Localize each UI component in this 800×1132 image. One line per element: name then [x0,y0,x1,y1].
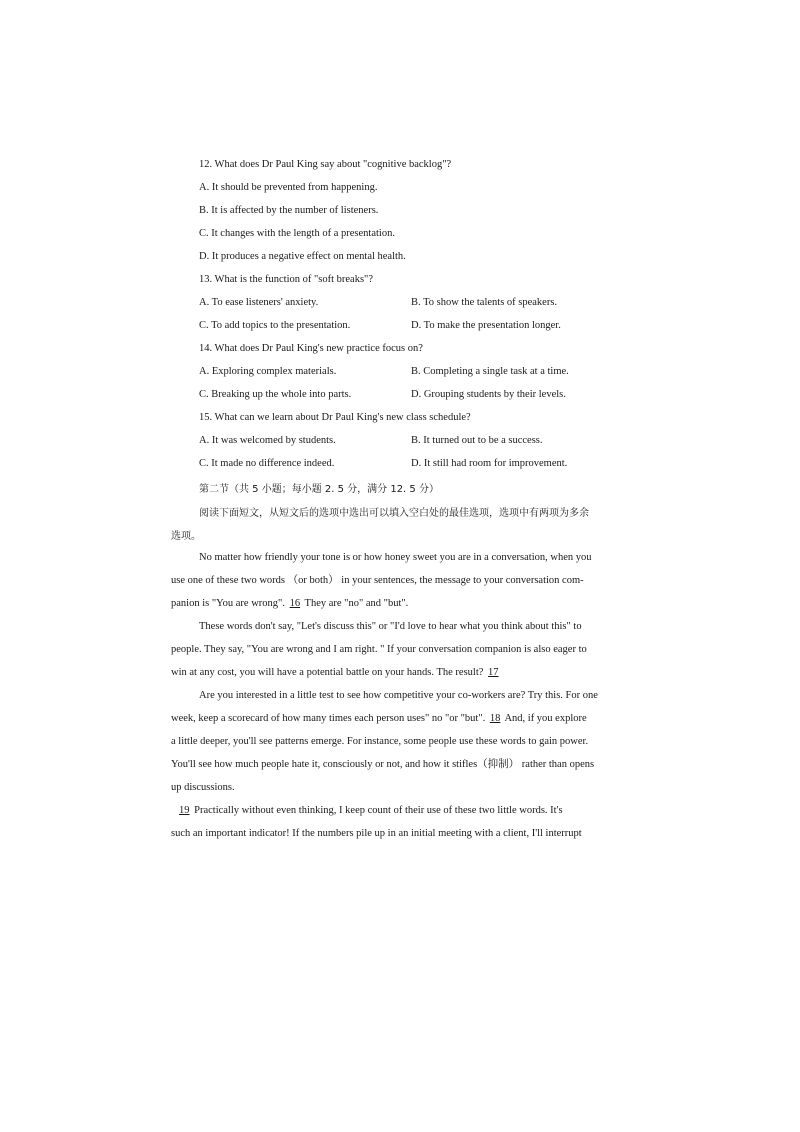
passage-p1-line-3-rest: They are "no" and "but". [304,598,409,609]
blank-19: 19 [179,805,190,816]
question-15-option-b: B. It turned out to be a success. [411,435,543,446]
question-15-option-d: D. It still had room for improvement. [411,458,568,469]
section-2-instruction-line-2: 选项。 [171,531,201,542]
question-13-option-b: B. To show the talents of speakers. [411,297,558,308]
question-12-option-b: B. It is affected by the number of listeners. [199,205,379,216]
question-14-option-b: B. Completing a single task at a time. [411,366,569,377]
passage-paragraph-2 [171,615,627,684]
blank-16: 16 [289,598,301,609]
passage-p1-line-3 [171,592,627,615]
question-15-option-a: A. It was welcomed by students. [199,435,336,446]
passage-p1-line-2: use one of these two words （or both） in your sentences, the message to your conversation com- [171,575,584,586]
passage-p2-line-3-text: win at any cost, you will have a potential battle on your hands. The result? [171,667,484,678]
section-2-heading: 第二节（共 5 小题；每小题 2. 5 分，满分 12. 5 分） [199,484,439,495]
passage-p2-line-2: people. They say, "You are wrong and I am right. " If your conversation companion is also eager to [171,644,587,655]
question-14-option-d: D. Grouping students by their levels. [411,389,566,400]
question-15-stem: 15. What can we learn about Dr Paul King's new class schedule? [199,412,471,423]
question-15-option-c: C. It made no difference indeed. [199,458,335,469]
question-12-option-c: C. It changes with the length of a presentation. [199,228,395,239]
passage-paragraph-3 [171,684,627,799]
passage-p4-line-1 [171,799,627,822]
passage-p4-line-1-text: Practically without even thinking, I keep count of their use of these two little words. It's [194,805,563,816]
passage-p4-line-2: such an important indicator! If the numbers pile up in an initial meeting with a client, I'll interrupt [171,828,582,839]
passage-p3-line-3: a little deeper, you'll see patterns emerge. For instance, some people use these words to gain power. [171,736,589,747]
question-13-option-c: C. To add topics to the presentation. [199,320,351,331]
passage-p3-line-4: You'll see how much people hate it, consciously or not, and how it stifles（抑制） rather than opens [171,759,595,770]
passage-p2-line-1: These words don't say, "Let's discuss this" or "I'd love to hear what you think about this" to [199,621,582,632]
passage-p3-line-1: Are you interested in a little test to see how competitive your co-workers are? Try this. For one [199,690,598,701]
passage-p1-line-3-text: panion is "You are wrong". [171,598,285,609]
passage-p1-line-1: No matter how friendly your tone is or how honey sweet you are in a conversation, when you [199,552,592,563]
question-13-option-d: D. To make the presentation longer. [411,320,561,331]
blank-18: 18 [489,713,501,724]
passage-p3-line-2-rest: And, if you explore [504,713,587,724]
question-12-option-d: D. It produces a negative effect on mental health. [199,251,406,262]
question-14-option-a: A. Exploring complex materials. [199,366,337,377]
question-14-option-c: C. Breaking up the whole into parts. [199,389,352,400]
passage-paragraph-1 [171,546,627,615]
passage-paragraph-4 [171,799,627,845]
blank-17: 17 [488,667,499,678]
passage-p2-line-3 [171,661,627,684]
section-2-instruction-line-1: 阅读下面短文，从短文后的选项中选出可以填入空白处的最佳选项，选项中有两项为多余 [199,508,589,519]
question-12-option-a: A. It should be prevented from happening. [199,182,378,193]
question-12-stem: 12. What does Dr Paul King say about "cognitive backlog"? [199,159,452,170]
passage-p3-line-2 [171,707,627,730]
passage-p3-line-5: up discussions. [171,782,235,793]
question-13-stem: 13. What is the function of "soft breaks"? [199,274,374,285]
passage-p3-line-2-text: week, keep a scorecard of how many times each person uses" no "or "but". [171,713,486,724]
question-13-option-a: A. To ease listeners' anxiety. [199,297,319,308]
question-14-stem: 14. What does Dr Paul King's new practice focus on? [199,343,423,354]
